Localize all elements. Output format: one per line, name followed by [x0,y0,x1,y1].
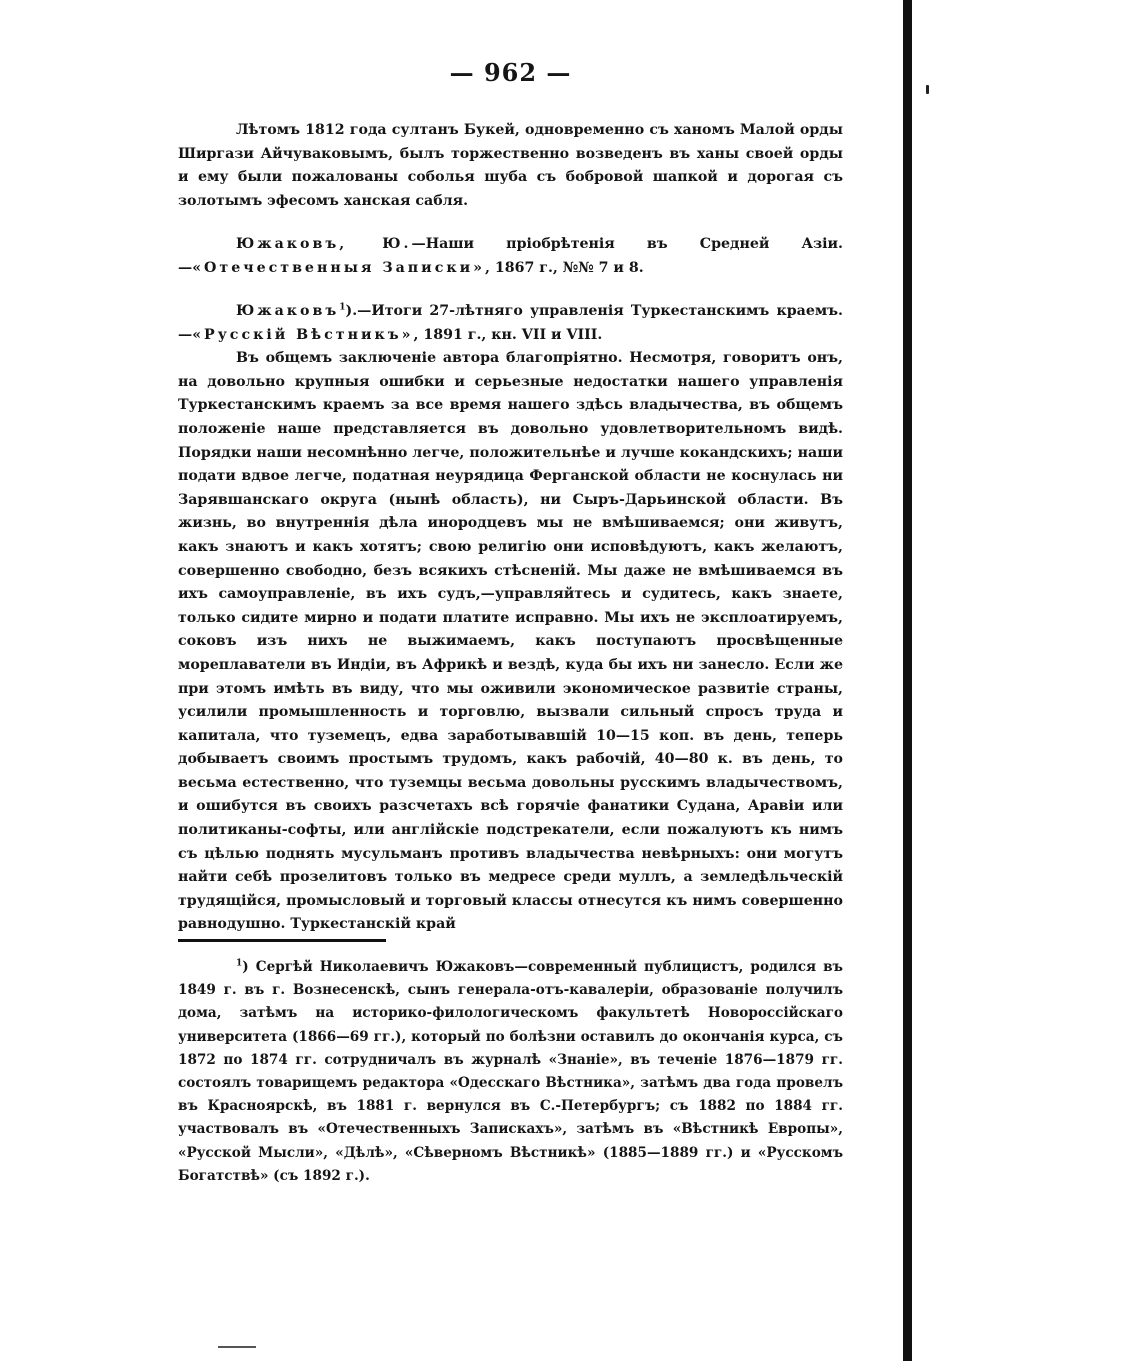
footnote-marker: 1 [339,302,346,313]
author-name: Южаковъ [236,303,340,319]
article-title: ).—Итоги 27-лѣтняго управленія Туркестанскимъ краемъ.— [178,303,843,343]
article-title: —Наши пріобрѣтенія въ Средней Азіи.— [178,236,843,276]
footnote-divider [178,939,386,942]
scan-scrap [218,1346,256,1348]
footnote-body: ) Сергѣй Николаевичъ Южаковъ—современный публицистъ, родился въ 1849 г. въ г. Вознесенскѣ, сынъ генерала-отъ-кавалеріи, образованіе получилъ дома, затѣмъ на историко-филологическомъ факультетѣ Новороссійскаго университета (1866—69 гг.), который по болѣзни оставилъ до окончанія курса, съ 1872 по 1874 гг. сотрудничалъ въ журналѣ «Знаніе», въ теченіе 1876—1879 гг. состоялъ товарищемъ редактора «Одесскаго Вѣстника», затѣмъ два года провелъ въ Красноярскѣ, въ 1881 г. вернулся въ С.-Петербургъ; съ 1882 по 1884 гг. участвовалъ въ «Отечественныхъ Запискахъ», затѣмъ въ «Вѣстникѣ Европы», «Русской Мысли», «Дѣлѣ», «Сѣверномъ Вѣстникѣ» (1885—1889 гг.) и «Русскомъ Богатствѣ» (съ 1892 г.). [178,959,843,1184]
paragraph-4-text: Въ общемъ заключеніе автора благопріятно. Несмотря, говоритъ онъ, на довольно крупныя ошибки и серьезные недостатки нашего управленія Туркестанскимъ краемъ за все время нашего здѣсь владычества, въ общемъ положеніе наше представляется въ довольно удовлетворительномъ видѣ. Порядки наши несомнѣнно легче, положительнѣе и лучше кокандскихъ; наши подати вдвое легче, податная неурядица Ферганской области не коснулась ни Зарявшанскаго округа (нынѣ область), ни Сыръ-Дарьинской области. Въ жизнь, во внутреннія дѣла инородцевъ мы не вмѣшиваемся; они живутъ, какъ знаютъ и какъ хотятъ; свою религію они исповѣдуютъ, какъ желаютъ, совершенно свободно, безъ всякихъ стѣсненій. Мы даже не вмѣшиваемся въ ихъ самоуправленіе, въ ихъ судъ,—управляйтесь и судитесь, какъ знаете, только сидите мирно и подати платите исправно. Мы ихъ не эксплоатируемъ, соковъ изъ нихъ не выжимаемъ, какъ поступаютъ просвѣщенные мореплаватели въ Индіи, въ Африкѣ и вездѣ, куда бы ихъ ни занесло. Если же при этомъ имѣть въ виду, что мы оживили экономическое развитіе страны, усилили промышленность и торговлю, вызвали сильный спросъ труда и капитала, что туземецъ, едва заработывавшій 10—15 коп. въ день, теперь добываетъ своимъ простымъ трудомъ, какъ рабочій, 40—80 к. въ день, то весьма естественно, что туземцы весьма довольны русскимъ владычествомъ, и ошибутся въ своихъ разсчетахъ всѣ горячіе фанатики Судана, Аравіи или политиканы-софты, или англійскіе подстрекатели, если пожалуютъ къ нимъ съ цѣлью поднять мусульманъ противъ владычества невѣрныхъ: они могутъ найти себѣ прозелитовъ только въ медресе среди муллъ, а земледѣльческій трудящійся, промысловый и торговый классы отнесутся къ нимъ совершенно равнодушно. Туркестанскій край [178,350,843,933]
page-edge-shadow [903,0,912,1361]
citation-tail: , 1891 г., кн. VII и VIII. [413,326,603,343]
paragraph-2-text [178,233,843,280]
paragraph-1 [178,119,843,213]
author-name: Южаковъ, Ю. [236,236,412,252]
citation-tail: , 1867 г., №№ 7 и 8. [484,259,644,276]
footnote-text [178,956,843,1188]
paragraph-3-heading [178,300,843,347]
page-number: — 962 — [449,58,572,87]
paragraph-2 [178,233,843,280]
scan-speck [926,85,929,94]
journal-name: «Русскій Вѣстникъ» [192,326,414,343]
footnote-marker: 1 [236,958,243,969]
journal-name: «Отечественныя Записки» [192,259,485,276]
paragraph-3 [178,300,843,937]
paragraph-1-text: Лѣтомъ 1812 года султанъ Букей, одновременно съ ханомъ Малой орды Ширгази Айчуваковымъ, былъ торжественно возведенъ въ ханы своей орды и ему были пожалованы соболья шуба съ бобровой шапкой и дорогая съ золотымъ эфесомъ ханская сабля. [178,122,843,209]
footnote [178,956,843,1188]
